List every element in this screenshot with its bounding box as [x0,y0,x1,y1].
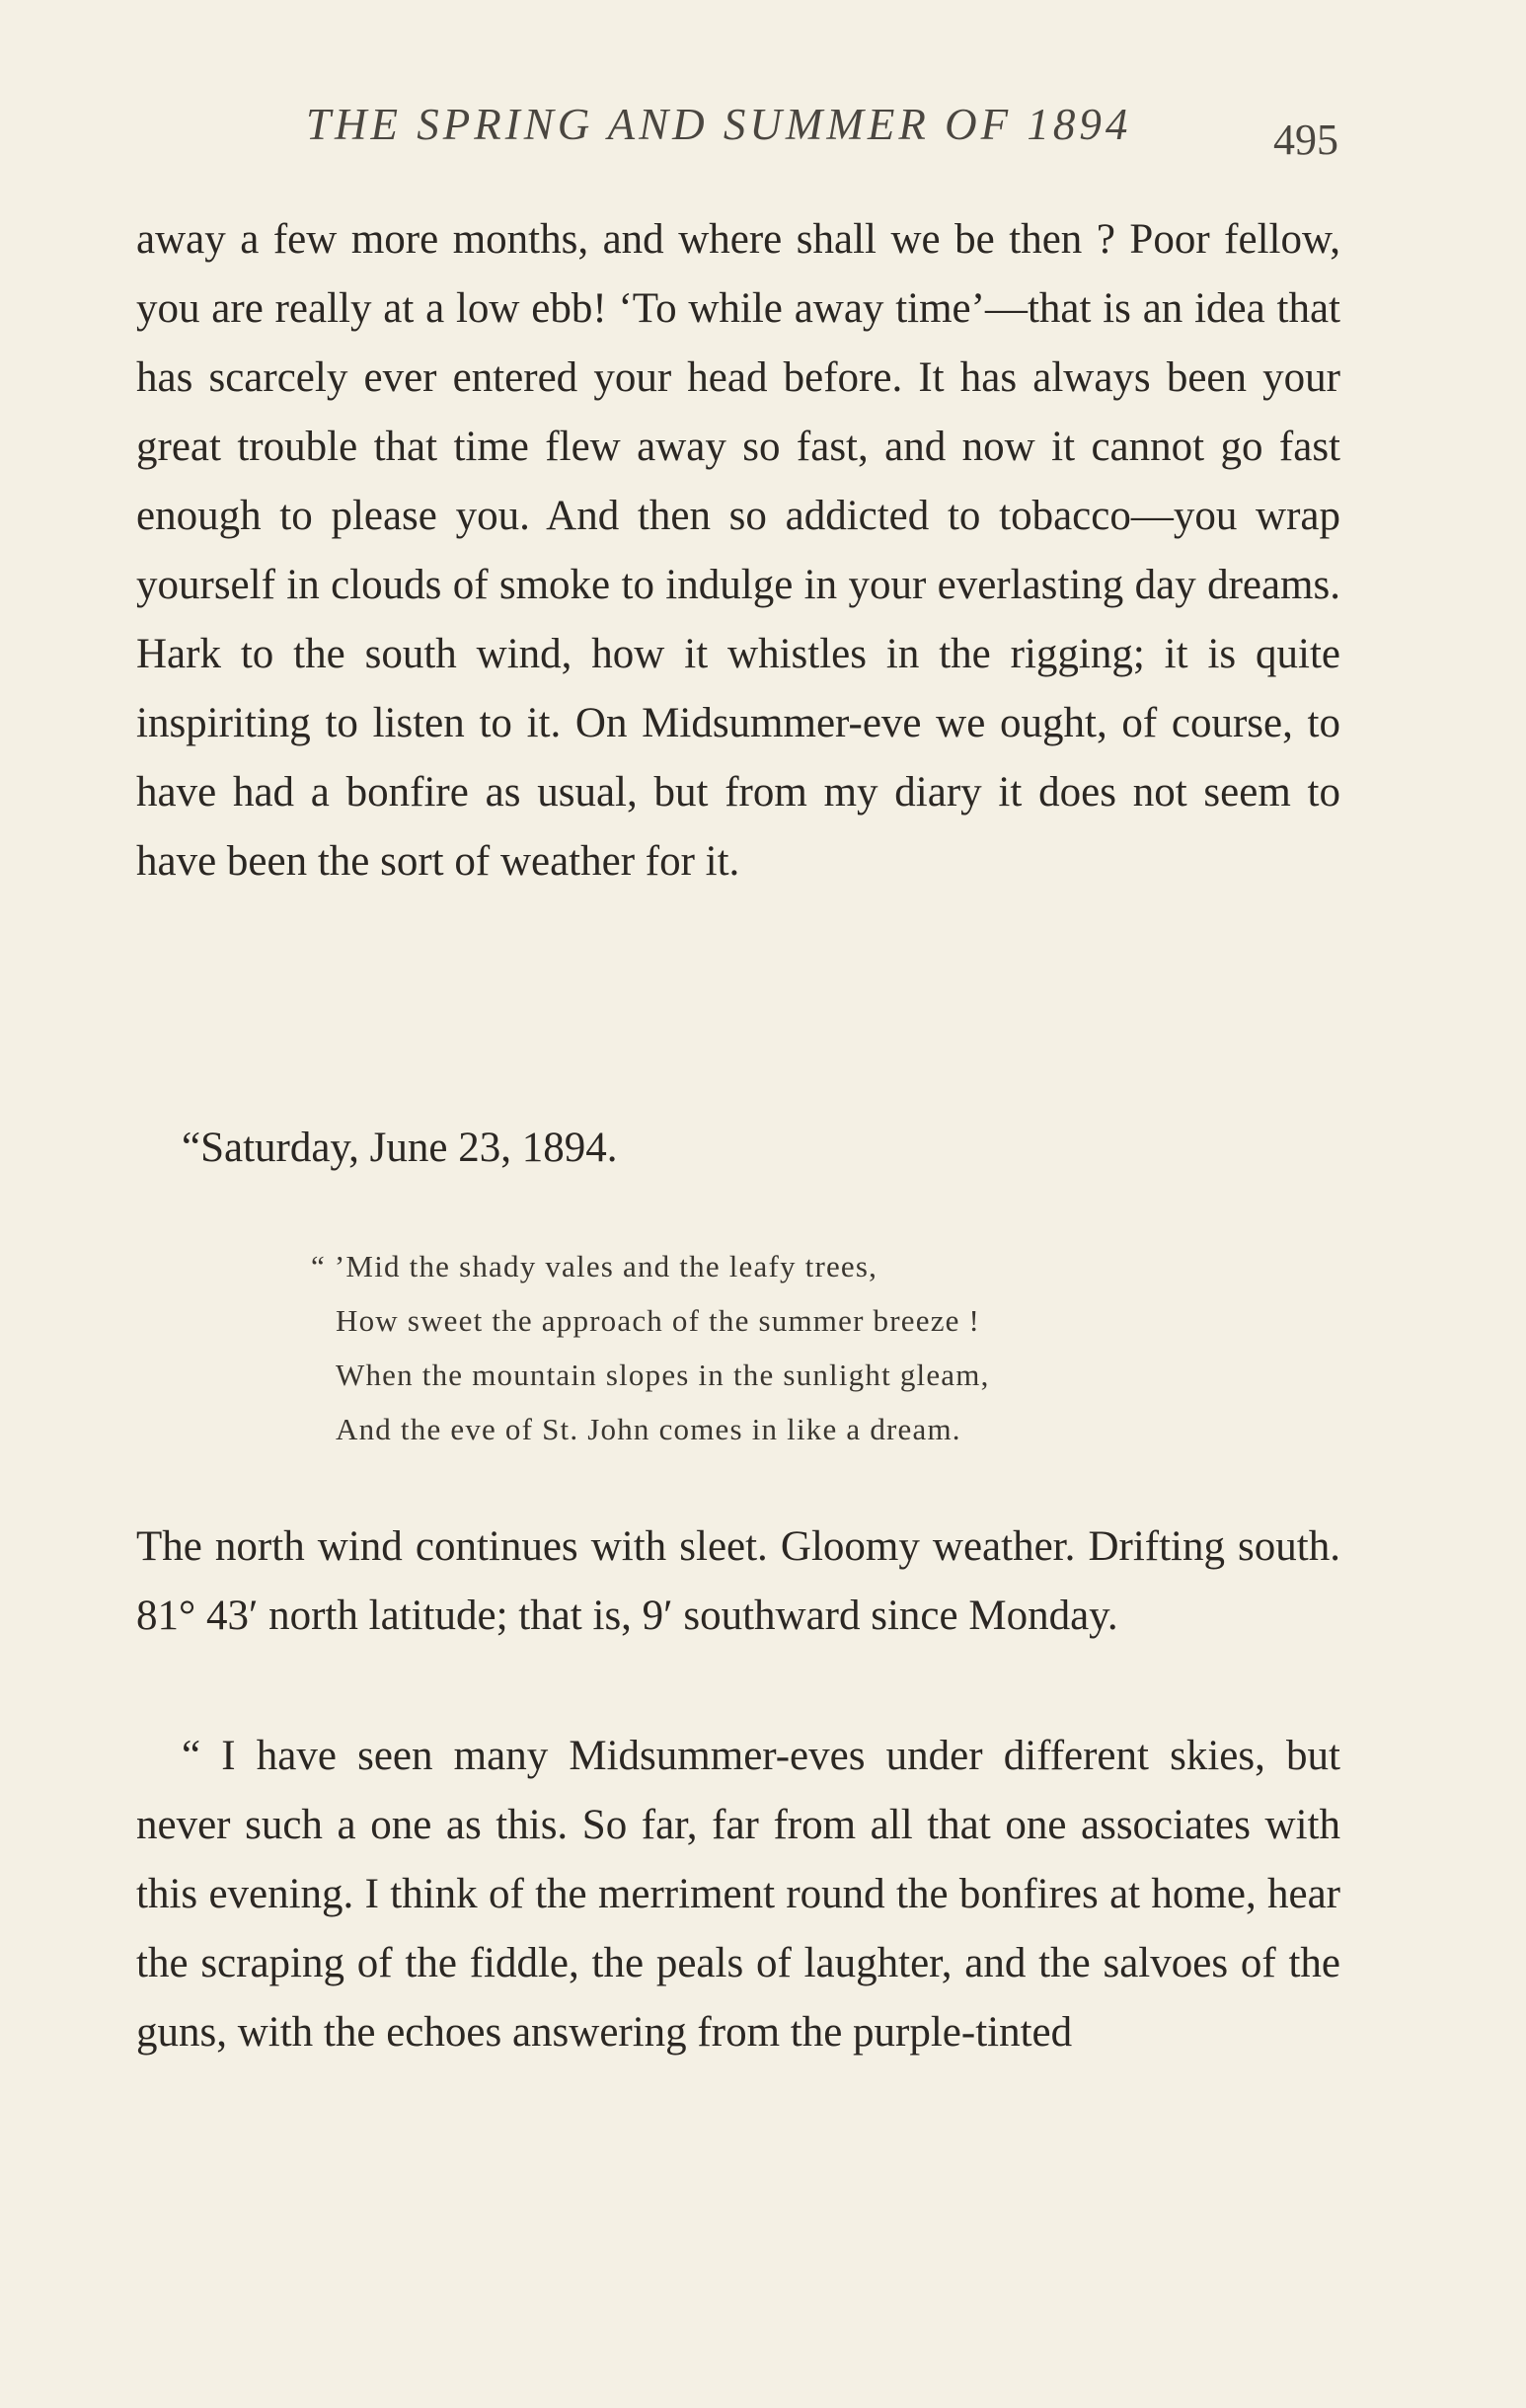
paragraph: away a few more months, and where shall we be then ? Poor fellow, you are really at a low ebb! ‘To while away time’—that is an idea that has scarcely ever entered your head before. It has always been your great trouble that time flew away so fast, and now it cannot go fast enough to please you. And then so addicted to tobacco—you wrap yourself in clouds of smoke to indulge in your everlasting day dreams. Hark to the south wind, how it whistles in the rigging; it is quite inspiriting to listen to it. On Midsummer-eve we ought, of course, to have had a bonfire as usual, but from my diary it does not seem to have been the sort of weather for it. [136,216,1340,885]
running-head: THE SPRING AND SUMMER OF 1894 [306,100,1132,149]
paragraph: The north wind continues with sleet. Gloomy weather. Drifting south. 81° 43′ north latitude; that is, 9′ southward since Monday. [136,1523,1340,1639]
poem-block [311,1239,990,1456]
poem-line: And the eve of St. John comes in like a dream. [336,1412,961,1446]
poem-line: How sweet the approach of the summer breeze ! [336,1303,981,1338]
text-block-middle [136,1513,1340,1651]
diary-date-line: “Saturday, June 23, 1894. [182,1125,618,1171]
poem-line: “ ’Mid the shady vales and the leafy trees, [311,1249,878,1283]
poem-line: When the mountain slopes in the sunlight gleam, [336,1358,990,1392]
page-number: 495 [1273,116,1338,164]
text-block-top [136,205,1340,896]
paragraph: “ I have seen many Midsummer-eves under different skies, but never such a one as this. So far, far from all that one associates with this evening. I think of the merriment round the bonfires at home, hear the scraping of the fiddle, the peals of laughter, and the salvoes of the guns, with the echoes answering from the purple-tinted [136,1733,1340,2056]
text-block-bottom [136,1722,1340,2067]
